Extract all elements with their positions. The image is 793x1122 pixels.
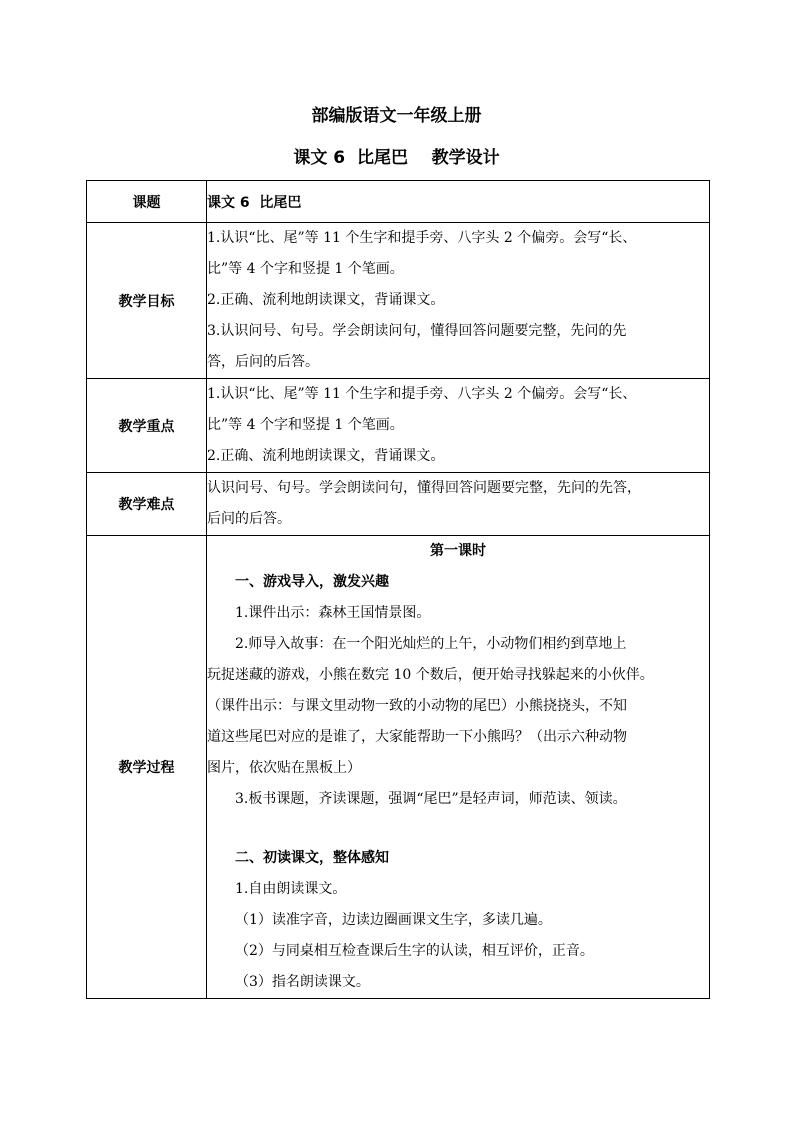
label-key-points: 教学重点	[87, 379, 207, 473]
value-difficulties	[207, 473, 710, 536]
key-points-line: 2.正确、流利地朗读课文，背诵课文。	[207, 448, 445, 464]
process-item: 玩捉迷藏的游戏，小熊在数完 10 个数后，便开始寻找躲起来的小伙伴。	[207, 667, 654, 683]
row-difficulties	[87, 473, 710, 536]
goals-line: 2.正确、流利地朗读课文，背诵课文。	[207, 292, 445, 308]
value-process	[207, 536, 710, 999]
goals-line: 1.认识“比、尾”等 11 个生字和提手旁、八字头 2 个偏旁。会写“长、	[207, 230, 637, 246]
value-topic: 课文 6 比尾巴	[207, 181, 710, 223]
value-key-points	[207, 379, 710, 473]
label-topic: 课题	[87, 181, 207, 223]
row-key-points	[87, 379, 710, 473]
process-subitem: （2）与同桌相互检查课后生字的认读，相互评价，正音。	[235, 943, 594, 959]
section-heading: 二、初读课文，整体感知	[235, 850, 389, 866]
process-subitem: （1）读准字音，边读边圈画课文生字，多读几遍。	[235, 912, 552, 928]
document-subtitle: 课文 6 比尾巴 教学设计	[293, 148, 500, 168]
spacer	[207, 815, 709, 843]
process-item: 3.板书课题，齐读课题，强调“尾巴”是轻声词，师范读、领读。	[235, 791, 627, 807]
process-item: 1.自由朗读课文。	[235, 881, 347, 897]
goals-line: 3.认识问号、句号。学会朗读问句，懂得回答问题要完整，先问的先	[207, 323, 627, 339]
section-heading: 一、游戏导入，激发兴趣	[235, 574, 389, 590]
process-subitem: （3）指名朗读课文。	[235, 974, 370, 990]
process-item: 道这些尾巴对应的是谁了，大家能帮助一下小熊吗？（出示六种动物	[207, 729, 627, 745]
process-item: 2.师导入故事：在一个阳光灿烂的上午，小动物们相约到草地上	[235, 636, 627, 652]
process-item: （课件出示：与课文里动物一致的小动物的尾巴）小熊挠挠头，不知	[207, 698, 627, 714]
key-points-line: 1.认识“比、尾”等 11 个生字和提手旁、八字头 2 个偏旁。会写“长、	[207, 386, 637, 402]
process-item: 1.课件出示：森林王国情景图。	[235, 605, 431, 621]
difficulties-line: 认识问号、句号。学会朗读问句，懂得回答问题要完整，先问的先答，	[207, 480, 641, 496]
difficulties-line: 后问的后答。	[207, 511, 291, 527]
key-points-line: 比”等 4 个字和竖提 1 个笔画。	[207, 417, 404, 433]
document-title: 部编版语文一年级上册	[311, 106, 482, 126]
label-process: 教学过程	[87, 536, 207, 999]
goals-line: 答，后问的后答。	[207, 354, 319, 370]
value-goals	[207, 223, 710, 379]
goals-line: 比”等 4 个字和竖提 1 个笔画。	[207, 261, 404, 277]
row-topic	[87, 181, 710, 223]
row-process	[87, 536, 710, 999]
label-difficulties: 教学难点	[87, 473, 207, 536]
row-goals	[87, 223, 710, 379]
lesson-title: 第一课时	[430, 543, 486, 559]
label-goals: 教学目标	[87, 223, 207, 379]
lesson-plan-table	[86, 180, 710, 999]
process-item: 图片，依次贴在黑板上）	[207, 760, 361, 776]
